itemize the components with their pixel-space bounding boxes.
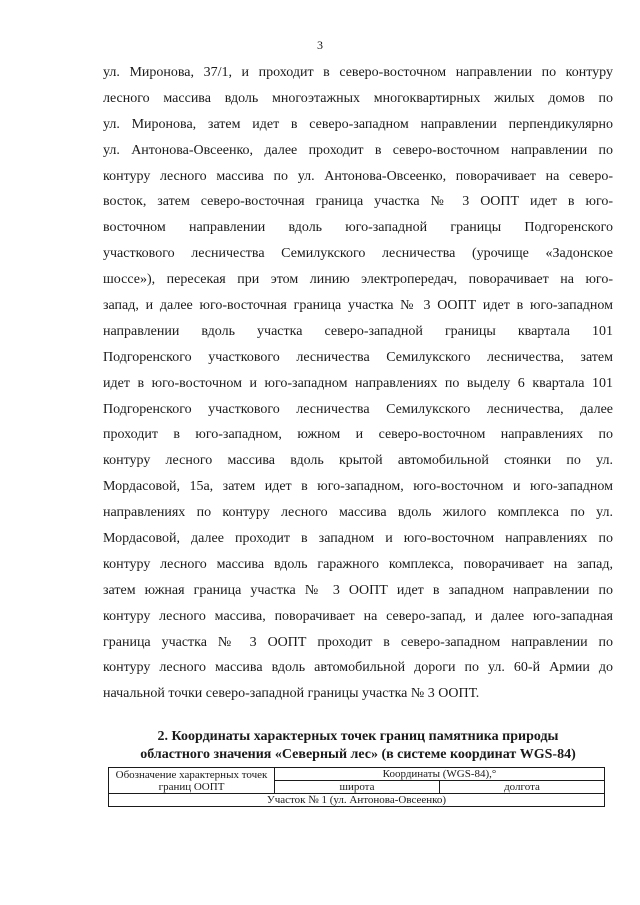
section-heading bbox=[103, 728, 613, 764]
text-line: лесного массива вдоль многоэтажных многоквартирных жилых домов по bbox=[103, 90, 613, 106]
header-longitude-cell: долгота bbox=[440, 781, 605, 794]
text-line: ул. Миронова, 37/1, и проходит в северо-восточном направлении по контуру bbox=[103, 65, 613, 80]
text-line: восточном направлении вдоль юго-западной границы Подгоренского bbox=[103, 220, 613, 236]
text-line: проходит в юго-западном, южном и северо-восточном направлениях по bbox=[103, 427, 613, 443]
text-line: контуру лесного массива вдоль крытой автомобильной стоянки по ул. bbox=[103, 453, 613, 469]
text-line: Подгоренского участкового лесничества Семилукского лесничества, затем bbox=[103, 349, 613, 365]
body-paragraph bbox=[103, 60, 613, 707]
text-line: направлении вдоль участка северо-западной границы квартала 101 bbox=[103, 323, 613, 339]
table-section-row bbox=[109, 794, 605, 807]
text-line: контуру лесного массива по ул. Антонова-Овсеенко, поворачивает на северо- bbox=[103, 168, 613, 184]
header-coords-cell: Координаты (WGS-84),° bbox=[275, 768, 605, 781]
section-heading-line-2: областного значения «Северный лес» (в системе координат WGS-84) bbox=[140, 747, 576, 762]
text-line: Мордасовой, далее проходит в западном и юго-восточном направлениях по bbox=[103, 531, 613, 547]
text-line: восток, затем северо-восточная граница участка № 3 ООПТ идет в юго- bbox=[103, 194, 613, 210]
text-line: запад, и далее юго-восточная граница участка № 3 ООПТ идет в юго-западном bbox=[103, 298, 613, 314]
section-heading-line-1: 2. Координаты характерных точек границ памятника природы bbox=[157, 729, 559, 744]
text-line: направлениях по контуру лесного массива вдоль жилого комплекса по ул. bbox=[103, 505, 613, 521]
text-line: Подгоренского участкового лесничества Семилукского лесничества, далее bbox=[103, 401, 613, 417]
text-line: идет в юго-восточном и юго-западном направлениях по выделу 6 квартала 101 bbox=[103, 375, 613, 391]
text-line: ул. Миронова, затем идет в северо-западном направлении перпендикулярно bbox=[103, 116, 613, 132]
coordinates-table bbox=[108, 767, 605, 807]
text-line: контуру лесного массива, поворачивает на северо-запад, и далее юго-западная bbox=[103, 608, 613, 624]
header-points-cell: Обозначение характерных точек границ ООПТ bbox=[109, 768, 275, 794]
text-line: затем южная граница участка № 3 ООПТ идет в западном направлении по bbox=[103, 582, 613, 598]
section-row-cell: Участок № 1 (ул. Антонова-Овсеенко) bbox=[109, 794, 605, 807]
text-line: Мордасовой, 15а, затем идет в юго-западном, юго-восточном и юго-западном bbox=[103, 479, 613, 495]
table-header-row bbox=[109, 768, 605, 781]
text-line: участкового лесничества Семилукского лесничества (урочище «Задонское bbox=[103, 246, 613, 262]
header-latitude-cell: широта bbox=[275, 781, 440, 794]
text-line: шоссе»), пересекая при этом линию электропередач, поворачивает на юго- bbox=[103, 272, 613, 288]
text-line: граница участка № 3 ООПТ проходит в северо-западном направлении по bbox=[103, 634, 613, 650]
text-line: контуру лесного массива вдоль гаражного комплекса, поворачивает на запад, bbox=[103, 556, 613, 572]
page-number: 3 bbox=[317, 38, 323, 52]
text-line: начальной точки северо-западной границы участка № 3 ООПТ. bbox=[103, 686, 480, 702]
text-line: ул. Антонова-Овсеенко, далее проходит в северо-восточном направлении по bbox=[103, 142, 613, 158]
text-line: контуру лесного массива вдоль автомобильной дороги по ул. 60-й Армии до bbox=[103, 660, 613, 676]
